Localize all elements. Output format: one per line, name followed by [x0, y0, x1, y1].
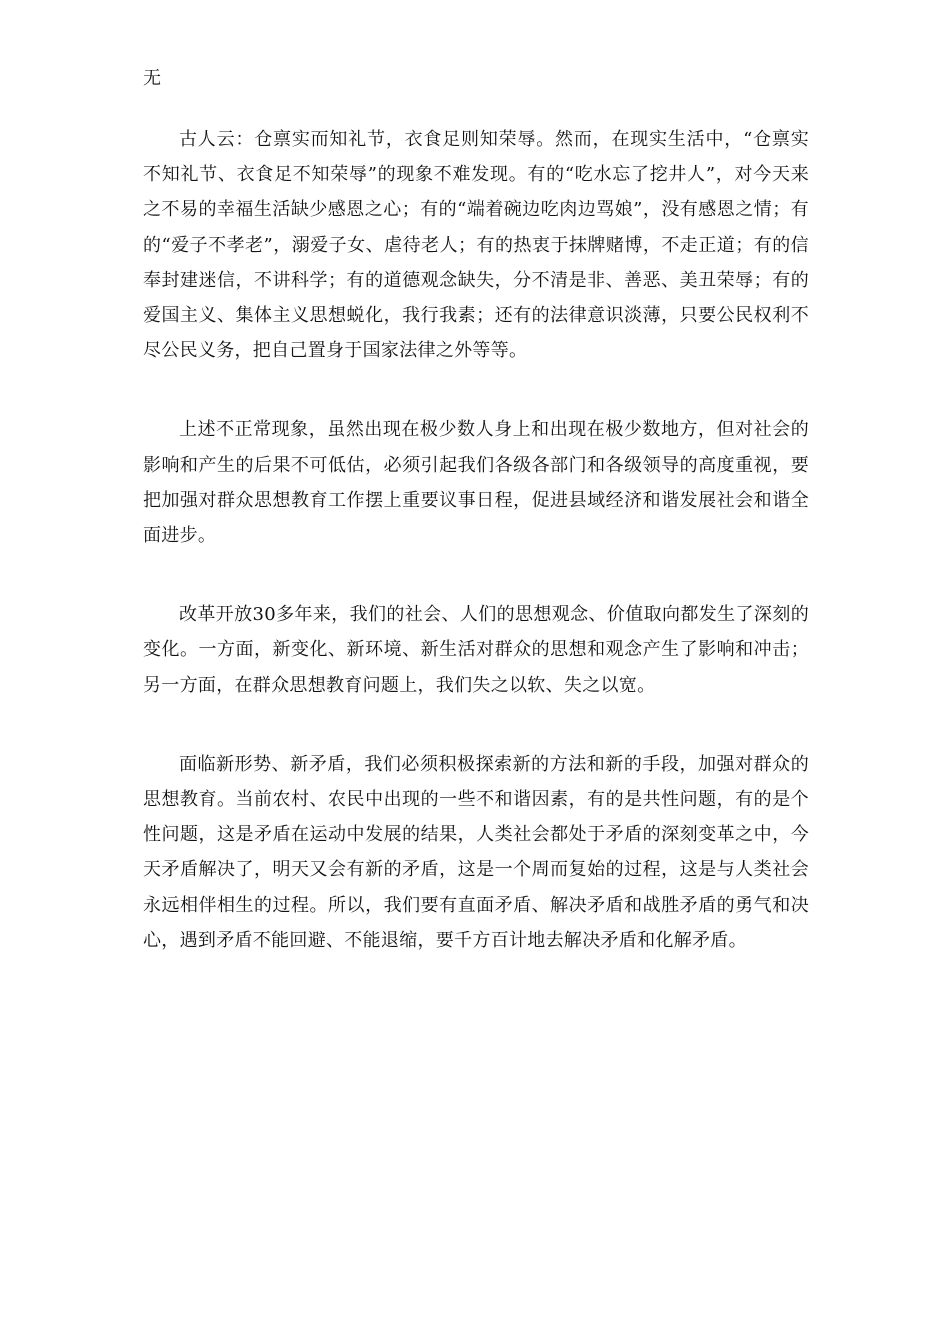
paragraph: 面临新形势、新矛盾，我们必须积极探索新的方法和新的手段，加强对群众的思想教育。当前农村、农民中出现的一些不和谐因素，有的是共性问题，有的是个性问题，这是矛盾在运动中发展的结果，人类社会都处于矛盾的深刻变革之中，今天矛盾解决了，明天又会有新的矛盾，这是一个周而复始的过程，这是与人类社会永远相伴相生的过程。所以，我们要有直面矛盾、解决矛盾和战胜矛盾的勇气和决心，遇到矛盾不能回避、不能退缩，要千方百计地去解决矛盾和化解矛盾。: [143, 753, 809, 951]
document-body: [143, 122, 809, 1002]
paragraph: 古人云：仓禀实而知礼节，衣食足则知荣辱。然而，在现实生活中，“仓禀实不知礼节、衣食足不知荣辱”的现象不难发现。有的“吃水忘了挖井人”，对今天来之不易的幸福生活缺少感恩之心；有的“端着碗边吃肉边骂娘”，没有感恩之情；有的“爱子不孝老”，溺爱子女、虐待老人；有的热衷于抹牌赌博，不走正道；有的信奉封建迷信，不讲科学；有的道德观念缺失，分不清是非、善恶、美丑荣辱；有的爱国主义、集体主义思想蜕化，我行我素；还有的法律意识淡薄，只要公民权利不尽公民义务，把自己置身于国家法律之外等等。: [143, 129, 809, 362]
paragraph: 改革开放30多年来，我们的社会、人们的思想观念、价值取向都发生了深刻的变化。一方面，新变化、新环境、新生活对群众的思想和观念产生了影响和冲击；另一方面，在群众思想教育问题上，我们失之以软、失之以宽。: [143, 604, 809, 696]
paragraph: 上述不正常现象，虽然出现在极少数人身上和出现在极少数地方，但对社会的影响和产生的后果不可低估，必须引起我们各级各部门和各级领导的高度重视，要把加强对群众思想教育工作摆上重要议事日程，促进县域经济和谐发展社会和谐全面进步。: [143, 419, 809, 547]
header-mark: 无: [143, 68, 161, 89]
